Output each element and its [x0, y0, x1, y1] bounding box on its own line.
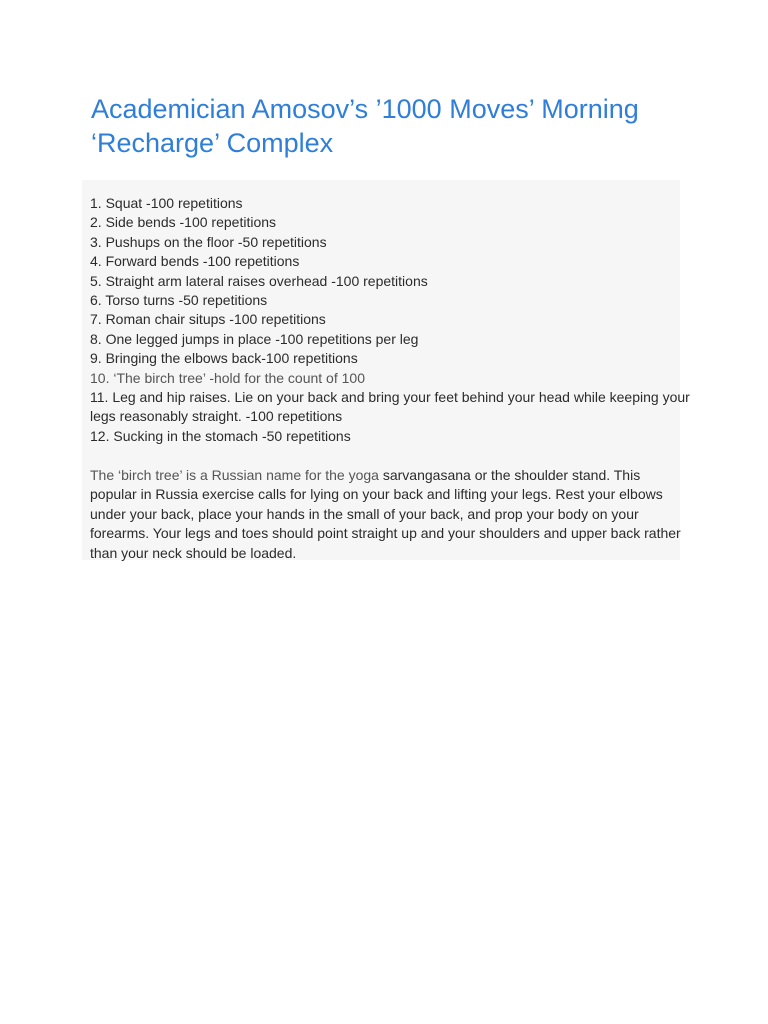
move-item: 12. Sucking in the stomach -50 repetitions [90, 427, 351, 444]
move-item: 5. Straight arm lateral raises overhead -100 repetitions [90, 272, 428, 289]
document-title: Academician Amosov’s ’1000 Moves’ Morning ‘Recharge’ Complex [91, 94, 639, 158]
move-item: 8. One legged jumps in place -100 repetitions per leg [90, 330, 419, 347]
move-item: 2. Side bends -100 repetitions [90, 214, 277, 231]
move-item: 6. Torso turns -50 repetitions [90, 292, 268, 309]
move-item: 11. Leg and hip raises. Lie on your back and bring your feet behind your head while keeping your legs reasonably straight. -100 repetitions [90, 389, 690, 425]
moves-list [90, 194, 690, 446]
move-item: 10. ‘The birch tree’ -hold for the count of 100 [90, 369, 365, 386]
move-item: 9. Bringing the elbows back-100 repetitions [90, 350, 358, 367]
note-body: sarvangasana or the shoulder stand. This popular in Russia exercise calls for lying on your back and lifting your legs. Rest your elbows under your back, place your hands in the small of your back, and prop your body on your forearms. Your legs and toes should point straight up and your shoulders and upper back rather than your neck should be loaded. [90, 467, 681, 561]
move-item: 3. Pushups on the floor -50 repetitions [90, 233, 327, 250]
move-item: 1. Squat -100 repetitions [90, 195, 243, 211]
move-item: 7. Roman chair situps -100 repetitions [90, 311, 326, 328]
birch-tree-note [90, 466, 690, 563]
note-lead: The ‘birch tree’ is a Russian name for the yoga [90, 467, 379, 483]
move-item: 4. Forward bends -100 repetitions [90, 253, 300, 270]
